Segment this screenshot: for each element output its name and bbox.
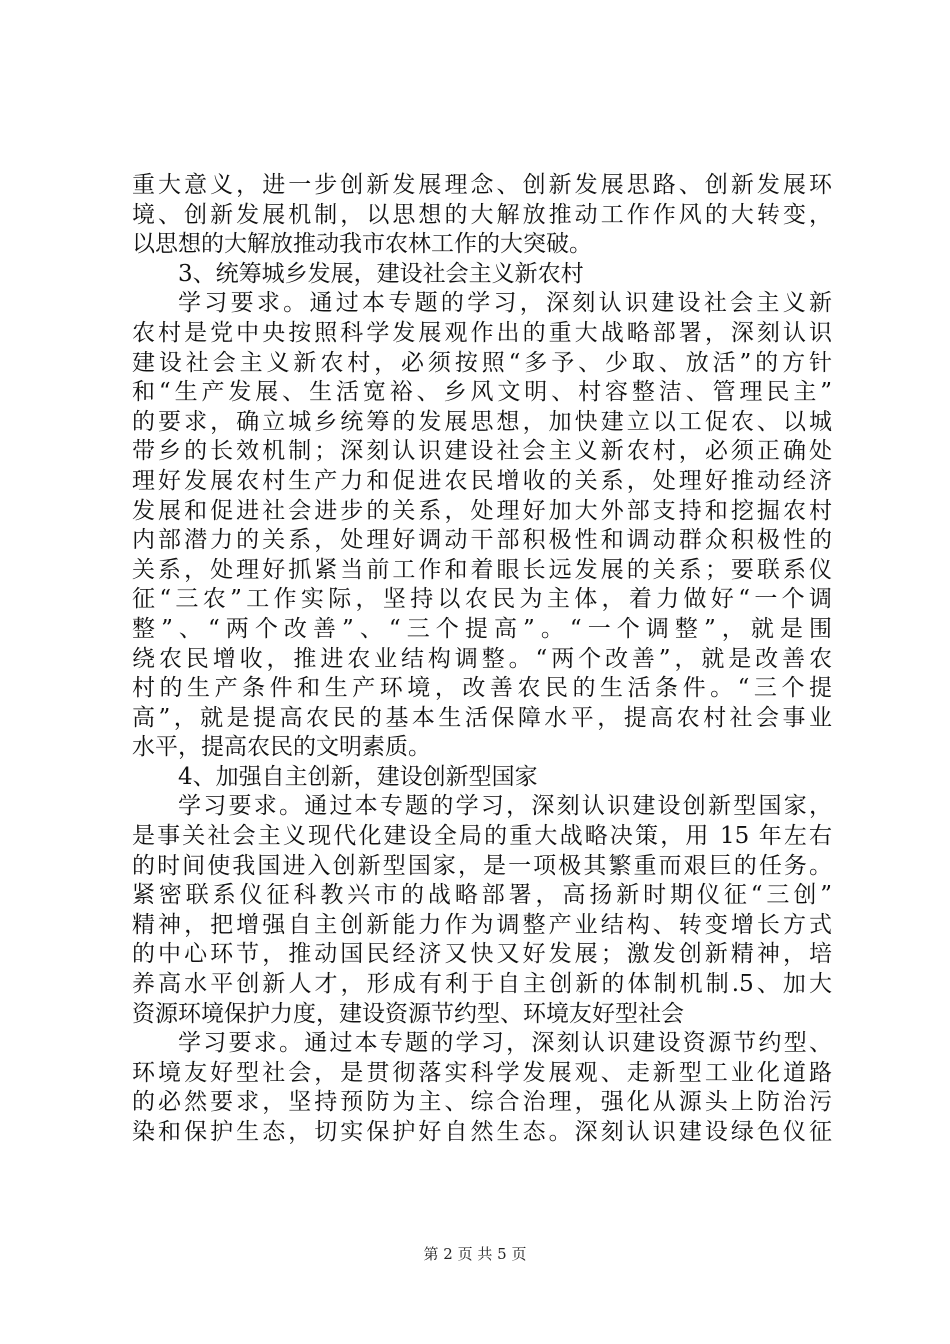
text-line: 学习要求。通过本专题的学习，深刻认识建设社会主义新: [178, 290, 832, 317]
text-line: 带乡的长效机制；深刻认识建设社会主义新农村，必须正确处: [132, 438, 832, 465]
text-line: 学习要求。通过本专题的学习，深刻认识建设创新型国家，: [178, 793, 832, 820]
text-line: 以思想的大解放推动我市农林工作的大突破。: [132, 231, 592, 258]
text-line: 绕农民增收，推进农业结构调整。“两个改善”，就是改善农: [132, 645, 832, 672]
text-line: 理好发展农村生产力和促进农民增收的关系，处理好推动经济: [132, 467, 832, 494]
text-line: 的必然要求，坚持预防为主、综合治理，强化从源头上防治污: [132, 1089, 832, 1116]
text-line: 精神，把增强自主创新能力作为调整产业结构、转变增长方式: [132, 911, 832, 938]
text-line: 境、创新发展机制，以思想的大解放推动工作作风的大转变，: [132, 201, 832, 228]
text-line: 4、加强自主创新，建设创新型国家: [178, 763, 538, 790]
text-line: 关系，处理好抓紧当前工作和着眼长远发展的关系；要联系仪: [132, 556, 832, 583]
document-body: [132, 171, 832, 1148]
text-line: 重大意义，进一步创新发展理念、创新发展思路、创新发展环: [132, 172, 832, 198]
text-line: 水平，提高农民的文明素质。: [132, 734, 431, 761]
text-line: 整”、“两个改善”、“三个提高”。“一个调整”，就是围: [132, 615, 832, 642]
text-line: 村的生产条件和生产环境，改善农民的生活条件。“三个提: [132, 675, 832, 702]
text-line: 建设社会主义新农村，必须按照“多予、少取、放活”的方针: [132, 349, 832, 376]
text-line: 的中心环节，推动国民经济又快又好发展；激发创新精神，培: [132, 941, 832, 968]
text-line: 环境友好型社会，是贯彻落实科学发展观、走新型工业化道路: [132, 1059, 832, 1086]
page-footer: 第 2 页 共 5 页: [423, 1245, 527, 1263]
text-line: 内部潜力的关系，处理好调动干部积极性和调动群众积极性的: [132, 527, 832, 554]
text-line: 是事关社会主义现代化建设全局的重大战略决策，用 15 年左右: [132, 823, 832, 850]
text-line: 紧密联系仪征科教兴市的战略部署，高扬新时期仪征“三创”: [132, 882, 832, 909]
text-line: 染和保护生态，切实保护好自然生态。深刻认识建设绿色仪征: [132, 1119, 832, 1145]
text-line: 征“三农”工作实际，坚持以农民为主体，着力做好“一个调: [132, 586, 832, 613]
text-line: 发展和促进社会进步的关系，处理好加大外部支持和挖掘农村: [132, 497, 832, 524]
text-line: 资源环境保护力度，建设资源节约型、环境友好型社会: [132, 1000, 684, 1027]
text-line: 学习要求。通过本专题的学习，深刻认识建设资源节约型、: [178, 1030, 832, 1057]
text-line: 3、统筹城乡发展，建设社会主义新农村: [178, 260, 584, 287]
text-line: 的时间使我国进入创新型国家，是一项极其繁重而艰巨的任务。: [132, 852, 832, 879]
text-line: 农村是党中央按照科学发展观作出的重大战略部署，深刻认识: [132, 319, 832, 346]
text-line: 高”，就是提高农民的基本生活保障水平，提高农村社会事业: [132, 704, 832, 731]
text-line: 养高水平创新人才，形成有利于自主创新的体制机制.5、加大: [132, 971, 832, 998]
text-line: 的要求，确立城乡统筹的发展思想，加快建立以工促农、以城: [132, 408, 832, 435]
text-line: 和“生产发展、生活宽裕、乡风文明、村容整洁、管理民主”: [132, 379, 832, 406]
